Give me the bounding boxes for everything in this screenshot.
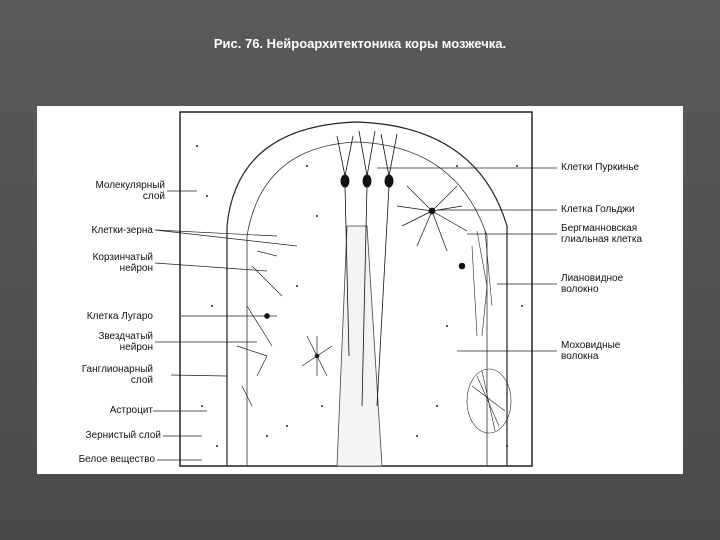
label-ganglionic-layer-line2: слой xyxy=(130,375,153,386)
label-molecular-layer-line2: слой xyxy=(142,191,165,202)
label-bergmann-glia-line1: Бергманновская xyxy=(561,223,638,234)
label-lugaro-cell-line1: Клетка Лугаро xyxy=(86,311,153,322)
label-granular-layer-line1: Зернистый слой xyxy=(85,430,161,441)
label-basket-neuron-line2: нейрон xyxy=(119,263,153,274)
label-climbing-fiber xyxy=(561,273,623,295)
white-matter-core xyxy=(337,226,382,466)
label-mossy-fibers xyxy=(561,340,620,362)
label-stellate-neuron-line2: нейрон xyxy=(119,342,153,353)
label-granular-layer xyxy=(41,430,161,441)
label-basket-neuron-line1: Корзинчатый xyxy=(92,252,153,263)
label-stellate-neuron xyxy=(41,331,153,353)
label-purkinje-cells-line1: Клетки Пуркинье xyxy=(561,162,640,173)
label-astrocyte xyxy=(41,405,153,416)
mossy-rosette xyxy=(467,369,511,433)
label-astrocyte-line1: Астроцит xyxy=(109,405,153,416)
label-climbing-fiber-line2: волокно xyxy=(561,284,599,295)
cerebellum-figure xyxy=(37,106,683,474)
label-molecular-layer-line1: Молекулярный xyxy=(95,180,165,191)
label-bergmann-glia-line2: глиальная клетка xyxy=(561,234,643,245)
label-climbing-fiber-line1: Лиановидное xyxy=(561,273,624,284)
label-mossy-fibers-line1: Моховидные xyxy=(561,340,621,351)
slide-title: Рис. 76. Нейроархитектоника коры мозжечка. xyxy=(213,36,507,51)
label-white-matter-line1: Белое вещество xyxy=(78,454,155,465)
golgi-cell xyxy=(397,186,467,251)
label-lugaro-cell xyxy=(41,311,153,322)
label-golgi-cell-line1: Клетка Гольджи xyxy=(561,204,635,215)
label-bergmann-glia xyxy=(561,223,642,245)
left-cells xyxy=(237,251,332,406)
label-ganglionic-layer-line1: Ганглионарный xyxy=(81,364,153,375)
label-mossy-fibers-line2: волокна xyxy=(561,351,599,362)
label-granule-cells-line1: Клетки-зерна xyxy=(91,225,153,236)
label-granule-cells xyxy=(41,225,153,236)
label-molecular-layer xyxy=(41,180,165,202)
label-basket-neuron xyxy=(41,252,153,274)
label-ganglionic-layer xyxy=(41,364,153,386)
label-white-matter xyxy=(41,454,155,465)
label-golgi-cell xyxy=(561,204,635,215)
label-stellate-neuron-line1: Звездчатый xyxy=(98,331,153,342)
left-leader-lines xyxy=(153,191,297,460)
label-purkinje-cells xyxy=(561,162,639,173)
